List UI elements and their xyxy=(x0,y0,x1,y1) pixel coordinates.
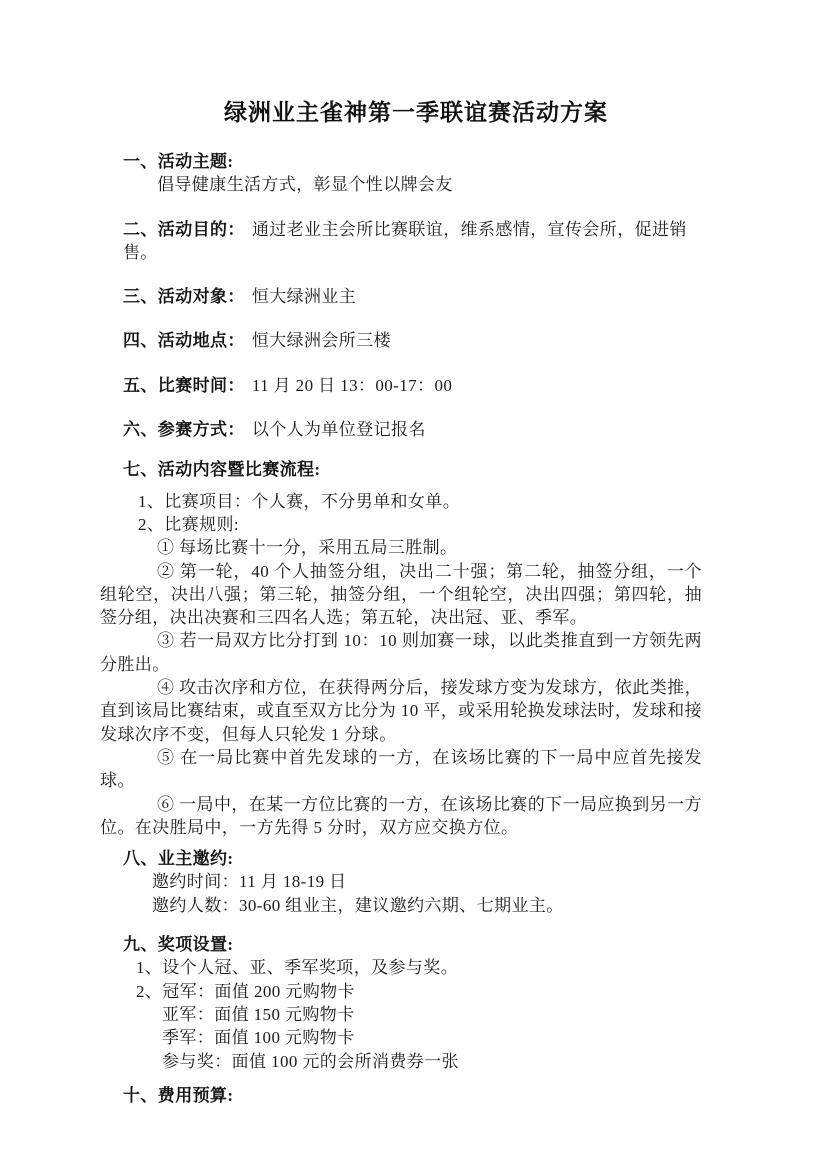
section-venue xyxy=(123,329,702,352)
process-rule-2: ② 第一轮，40 个人抽签分组，决出二十强；第二轮，抽签分组，一个组轮空，决出八强；第三轮，抽签分组，一个组轮空，决出四强；第四轮，抽签分组，决出决赛和三四名人选；第五轮，决出冠、亚、季军。 xyxy=(100,561,702,628)
awards-sub-3: 参与奖：面值 100 元的会所消费券一张 xyxy=(162,1051,459,1071)
process-rule-4: ④ 攻击次序和方位，在获得两分后，接发球方变为发球方，依此类推，直到该局比赛结束，或直至双方比分为 10 平，或采用轮换发球法时，发球和接发球次序不变，但每人只轮发 1 分球。 xyxy=(100,678,702,744)
section-text-venue: 恒大绿洲会所三楼 xyxy=(251,331,392,351)
invitation-time: 邀约时间：11 月 18-19 日 xyxy=(152,872,347,892)
section-text-time: 11 月 20 日 13：00-17：00 xyxy=(251,375,453,395)
process-rule-1: ① 每场比赛十一分，采用五局三胜制。 xyxy=(157,538,458,558)
process-rule-5: ⑤ 在一局比赛中首先发球的一方，在该场比赛的下一局中应首先接发球。 xyxy=(100,747,702,791)
section-heading-awards: 九、奖项设置: xyxy=(123,935,234,955)
section-entry xyxy=(123,418,702,441)
section-heading-process: 七、活动内容暨比赛流程: xyxy=(123,460,321,480)
awards-sub-1: 亚军：面值 150 元购物卡 xyxy=(162,1004,355,1024)
section-time xyxy=(123,374,702,397)
section-label-time: 五、比赛时间： xyxy=(123,375,245,395)
process-item-1: 1、比赛项目：个人赛，不分男单和女单。 xyxy=(138,491,461,511)
section-label-venue: 四、活动地点： xyxy=(123,331,245,351)
awards-item-1: 1、设个人冠、亚、季军奖项，及参与奖。 xyxy=(136,958,459,978)
section-label-entry: 六、参赛方式： xyxy=(123,420,245,440)
process-rule-6: ⑥ 一局中，在某一方位比赛的一方，在该场比赛的下一局应换到另一方位。在决胜局中，一方先得 5 分时，双方应交换方位。 xyxy=(100,794,702,837)
page-title xyxy=(100,98,702,128)
process-rule-3: ③ 若一局双方比分打到 10：10 则加赛一球，以此类推直到一方领先两分胜出。 xyxy=(100,631,702,674)
section-heading-budget: 十、费用预算: xyxy=(123,1085,234,1105)
section-audience xyxy=(123,285,702,308)
section-text-purpose: 通过老业主会所比赛联谊，维系感情，宣传会所，促进销售。 xyxy=(123,219,687,262)
section-purpose xyxy=(123,218,702,265)
page-title-text: 绿洲业主雀神第一季联谊赛活动方案 xyxy=(224,100,608,125)
section-heading-invitation: 八、业主邀约: xyxy=(123,849,234,869)
awards-sub-2: 季军：面值 100 元购物卡 xyxy=(162,1028,355,1048)
section-heading-theme: 一、活动主题: xyxy=(123,152,234,171)
invitation-count: 邀约人数：30-60 组业主，建议邀约六期、七期业主。 xyxy=(152,895,564,915)
section-label-audience: 三、活动对象： xyxy=(123,287,245,307)
section-label-purpose: 二、活动目的： xyxy=(123,219,245,239)
section-text-audience: 恒大绿洲业主 xyxy=(251,287,357,307)
process-item-2: 2、比赛规则: xyxy=(138,514,240,534)
awards-item-2: 2、冠军：面值 200 元购物卡 xyxy=(136,981,355,1001)
section-text-entry: 以个人为单位登记报名 xyxy=(251,420,426,440)
section-body-theme: 倡导健康生活方式，彰显个性以牌会友 xyxy=(157,175,453,195)
